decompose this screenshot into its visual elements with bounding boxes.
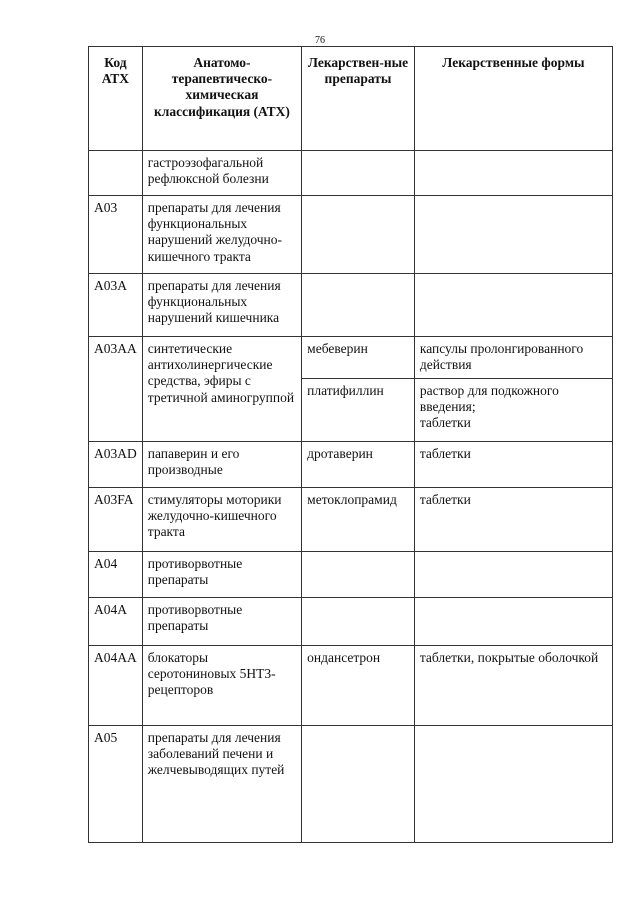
table-row (89, 598, 613, 646)
cell-code (89, 151, 143, 196)
table-header-row (89, 47, 613, 151)
cell-classification: стимуляторы моторики желудочно-кишечного тракта (142, 488, 301, 552)
cell-drug: метоклопрамид (302, 488, 415, 552)
cell-code: A03FA (89, 488, 143, 552)
table-row (89, 196, 613, 274)
cell-form-line: раствор для подкожного введения; (419, 383, 559, 415)
cell-drug (302, 196, 415, 274)
cell-form: таблетки (414, 442, 612, 488)
cell-drug (302, 151, 415, 196)
table-row (89, 274, 613, 337)
cell-classification: противорвотные препараты (142, 552, 301, 598)
cell-drug: мебеверин (302, 337, 415, 379)
table-row (89, 442, 613, 488)
cell-classification: папаверин и его производные (142, 442, 301, 488)
cell-drug (302, 552, 415, 598)
cell-form (414, 598, 612, 646)
header-classification: Анатомо-терапевтическо-химическая классификация (АТХ) (142, 47, 301, 151)
table-row (89, 726, 613, 843)
cell-form: таблетки (414, 488, 612, 552)
cell-drug (302, 274, 415, 337)
cell-form (414, 552, 612, 598)
cell-form: таблетки, покрытые оболочкой (414, 646, 612, 726)
table-row (89, 337, 613, 379)
header-code: Код АТХ (89, 47, 143, 151)
cell-form (414, 151, 612, 196)
cell-form (414, 196, 612, 274)
table-row (89, 646, 613, 726)
cell-code: A04A (89, 598, 143, 646)
cell-form-line: таблетки (419, 415, 471, 431)
cell-classification: гастроэзофагальной рефлюксной болезни (142, 151, 301, 196)
cell-classification: блокаторы серотониновых 5НТ3-рецепторов (142, 646, 301, 726)
cell-form (414, 726, 612, 843)
cell-code: A03AD (89, 442, 143, 488)
cell-classification: препараты для лечения функциональных нарушений кишечника (142, 274, 301, 337)
cell-code: A03 (89, 196, 143, 274)
header-forms: Лекарственные формы (414, 47, 612, 151)
cell-classification: синтетические антихолинергические средства, эфиры с третичной аминогруппой (142, 337, 301, 442)
table-row (89, 552, 613, 598)
cell-drug: ондансетрон (302, 646, 415, 726)
table-row (89, 488, 613, 552)
cell-classification: противорвотные препараты (142, 598, 301, 646)
atx-table (88, 46, 613, 843)
header-drugs: Лекарствен-ные препараты (302, 47, 415, 151)
cell-form: капсулы пролонгированного действия (414, 337, 612, 379)
cell-drug (302, 726, 415, 843)
page-number: 76 (315, 35, 325, 46)
cell-code: A03AA (89, 337, 143, 442)
cell-code: A04 (89, 552, 143, 598)
cell-code: A03A (89, 274, 143, 337)
cell-form (414, 274, 612, 337)
cell-code: A04AA (89, 646, 143, 726)
cell-drug: платифиллин (302, 379, 415, 442)
cell-classification: препараты для лечения функциональных нарушений желудочно-кишечного тракта (142, 196, 301, 274)
cell-form (414, 379, 612, 442)
cell-code: A05 (89, 726, 143, 843)
table-row (89, 151, 613, 196)
cell-classification: препараты для лечения заболеваний печени и желчевыводящих путей (142, 726, 301, 843)
cell-drug (302, 598, 415, 646)
cell-drug: дротаверин (302, 442, 415, 488)
